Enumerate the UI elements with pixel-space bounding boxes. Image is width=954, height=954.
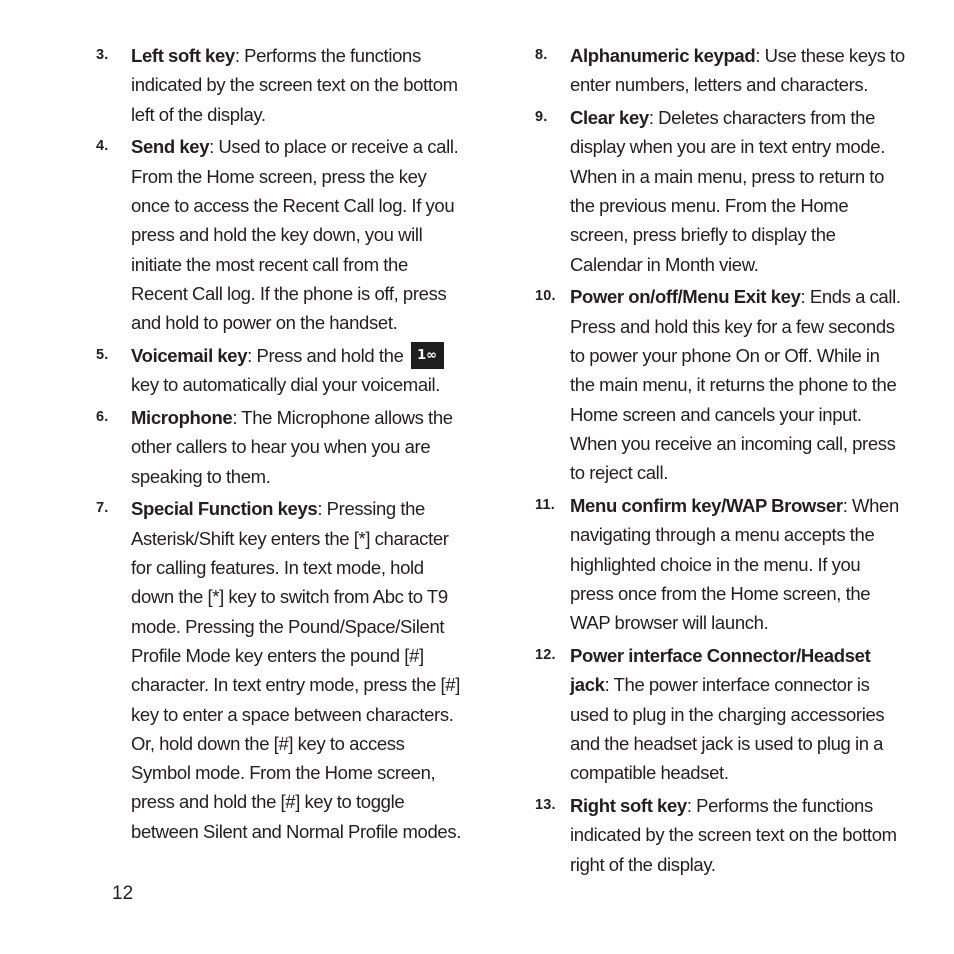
list-item-9 xyxy=(535,103,907,279)
list-item-4 xyxy=(96,132,464,337)
list-item-10 xyxy=(535,282,907,487)
item-term: Voicemail key xyxy=(131,344,248,366)
item-term: Send key xyxy=(131,136,210,158)
item-text: : Deletes characters from the display when you are in text entry mode. When in a main menu, press to return to the previous menu. From the Home screen, press briefly to display the Calendar in Month view. xyxy=(570,107,886,275)
item-number: 8. xyxy=(535,47,548,63)
item-text: : Performs the functions indicated by the screen text on the bottom right of the display. xyxy=(570,794,897,875)
item-number: 13. xyxy=(535,796,556,813)
item-text: : The Microphone allows the other callers to hear you when you are speaking to them. xyxy=(131,407,453,487)
item-body xyxy=(131,494,464,846)
item-text: : Used to place or receive a call. From the Home screen, press the key once to access the Recent Call log. If you press and hold the key down, you will initiate the most recent call from the Recent Call log. If the phone is off, press and hold to power on the handset. xyxy=(131,136,459,334)
list-item-12 xyxy=(535,641,907,787)
item-term: Power on/off/Menu Exit key xyxy=(570,286,801,308)
item-term: Right soft key xyxy=(570,794,687,816)
item-body xyxy=(131,341,464,400)
item-text: : Ends a call. Press and hold this key for a few seconds to power your phone On or Off. While in the main menu, it returns the phone to the Home screen and cancels your input. When you receive an incoming call, press to reject call. xyxy=(570,286,901,484)
left-column xyxy=(96,41,464,850)
list-item-11 xyxy=(535,491,907,637)
item-text-before: : Press and hold the xyxy=(247,344,404,366)
item-term: Alphanumeric keypad xyxy=(570,45,756,66)
item-body xyxy=(570,491,907,637)
item-term: Left soft key xyxy=(131,45,235,66)
item-body xyxy=(570,791,907,879)
list-item-6 xyxy=(96,403,464,491)
list-item-8 xyxy=(535,41,907,100)
item-body xyxy=(570,282,907,487)
item-body xyxy=(570,641,907,787)
item-number: 11. xyxy=(535,496,555,513)
page-number: 12 xyxy=(112,883,134,904)
item-number: 6. xyxy=(96,409,109,426)
list-item-3 xyxy=(96,41,464,129)
item-body xyxy=(570,103,907,279)
item-text: : Use these keys to enter numbers, letters and characters. xyxy=(570,45,905,96)
item-body xyxy=(131,403,464,491)
item-text: : Performs the functions indicated by the screen text on the bottom left of the display. xyxy=(131,45,458,125)
item-body xyxy=(570,41,907,100)
item-number: 12. xyxy=(535,646,556,663)
item-body xyxy=(131,132,464,337)
voicemail-key-icon: 1∞ xyxy=(411,342,444,369)
list-item-13 xyxy=(535,791,907,879)
right-column xyxy=(535,41,907,882)
item-number: 3. xyxy=(96,47,109,63)
item-number: 5. xyxy=(96,346,109,363)
item-term: Special Function keys xyxy=(131,498,318,520)
item-text-after: key to automatically dial your voicemail. xyxy=(131,374,441,396)
item-term: Power interface Connector/Headset jack xyxy=(570,644,871,696)
item-number: 10. xyxy=(535,288,556,305)
list-item-7 xyxy=(96,494,464,846)
item-text: : When navigating through a menu accepts the highlighted choice in the menu. If you press once from the Home screen, the WAP browser will launch. xyxy=(570,494,899,634)
item-number: 4. xyxy=(96,138,109,155)
item-term: Clear key xyxy=(570,107,649,129)
item-term: Microphone xyxy=(131,407,233,429)
item-text: : The power interface connector is used to plug in the charging accessories and the headset jack is used to plug in a compatible headset. xyxy=(570,674,885,784)
list-item-5 xyxy=(96,341,464,400)
item-number: 7. xyxy=(96,500,109,517)
item-text: : Pressing the Asterisk/Shift key enters the [*] character for calling features. In text mode, hold down the [*] key to switch from Abc to T9 mode. Pressing the Pound/Space/Silent Profile Mode key enters the pound [#] character. In text entry mode, press the [#] key to enter a space between characters. Or, hold down the [#] key to access Symbol mode. From the Home screen, press and hold the [#] key to toggle between Silent and Normal Profile modes. xyxy=(131,498,462,842)
item-term: Menu confirm key/WAP Browser xyxy=(570,494,843,516)
item-number: 9. xyxy=(535,109,548,126)
item-body xyxy=(131,41,464,129)
